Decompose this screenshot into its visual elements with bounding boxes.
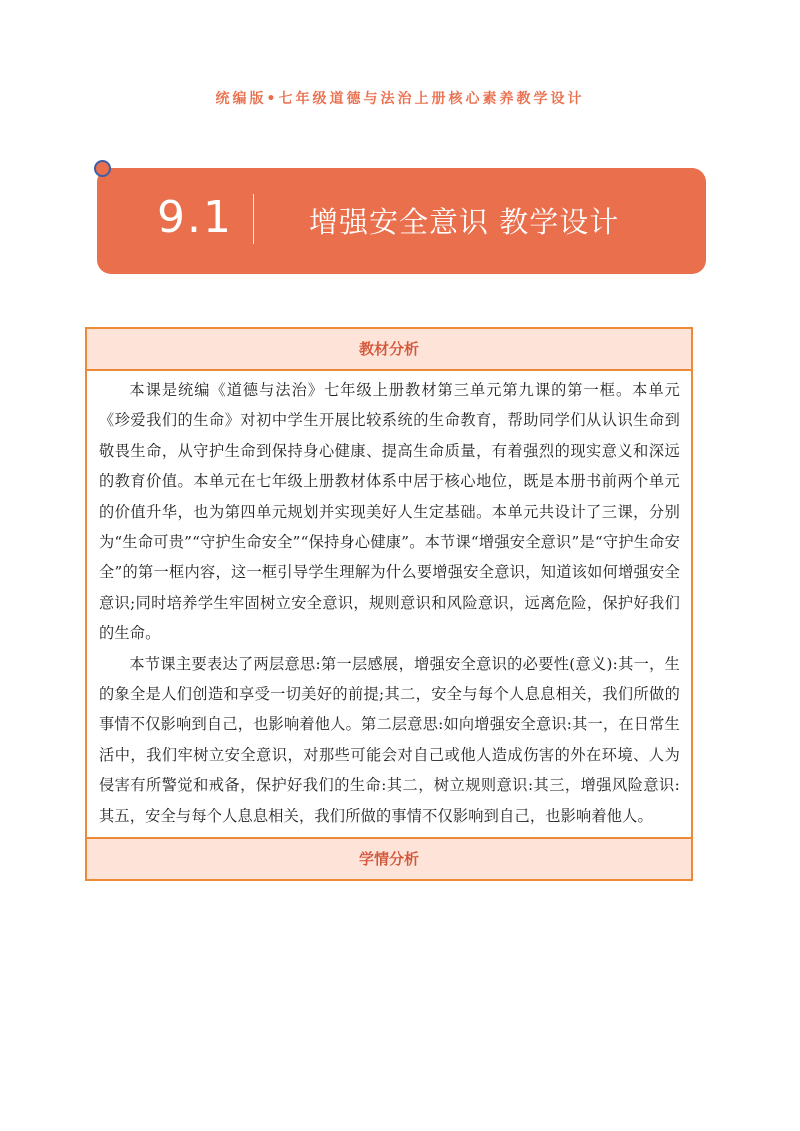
document-header: 统编版•七年级道德与法治上册核心素养教学设计	[215, 91, 585, 107]
section-header-student: 学情分析	[87, 837, 691, 879]
section-content-analysis	[87, 371, 691, 837]
section-header-analysis: 教材分析	[87, 329, 691, 371]
lesson-number: 9.1	[157, 192, 233, 243]
lesson-title: 增强安全意识 教学设计	[309, 205, 620, 239]
lesson-design-table	[85, 327, 693, 881]
lesson-title-banner	[97, 168, 706, 274]
banner-divider	[253, 194, 254, 244]
decorative-dot	[94, 160, 111, 177]
analysis-paragraph-1: 本课是统编《道德与法治》七年级上册教材第三单元第九课的第一框。本单元《珍爱我们的生命》对初中学生开展比较系统的生命教育，帮助同学们从认识生命到敬畏生命，从守护生命到保持身心健康、提高生命质量，有着强烈的现实意义和深远的教育价值。本单元在七年级上册教材体系中居于核心地位，既是本册书前两个单元的价值升华，也为第四单元规划并实现美好人生定基础。本单元共设计了三课，分别为“生命可贵”“守护生命安全”“保持身心健康”。本节课“增强安全意识”是“守护生命安全”的第一框内容，这一框引导学生理解为什么要增强安全意识，知道该如何增强安全意识;同时培养学生牢固树立安全意识，规则意识和风险意识，远离危险，保护好我们的生命。	[99, 381, 680, 643]
analysis-paragraph-2: 本节课主要表达了两层意思:第一层感展，增强安全意识的必要性(意义):其一，生的象全是人们创造和享受一切美好的前提;其二，安全与每个人息息相关，我们所做的事情不仅影响到自己，也影响着他人。第二层意思:如向增强安全意识:其一，在日常生活中，我们牢树立安全意识，对那些可能会对自己或他人造成伤害的外在环境、人为侵害有所警觉和戒备，保护好我们的生命:其二，树立规则意识:其三，增强风险意识:其五，安全与每个人息息相关，我们所做的事情不仅影响到自己，也影响着他人。	[99, 654, 680, 825]
